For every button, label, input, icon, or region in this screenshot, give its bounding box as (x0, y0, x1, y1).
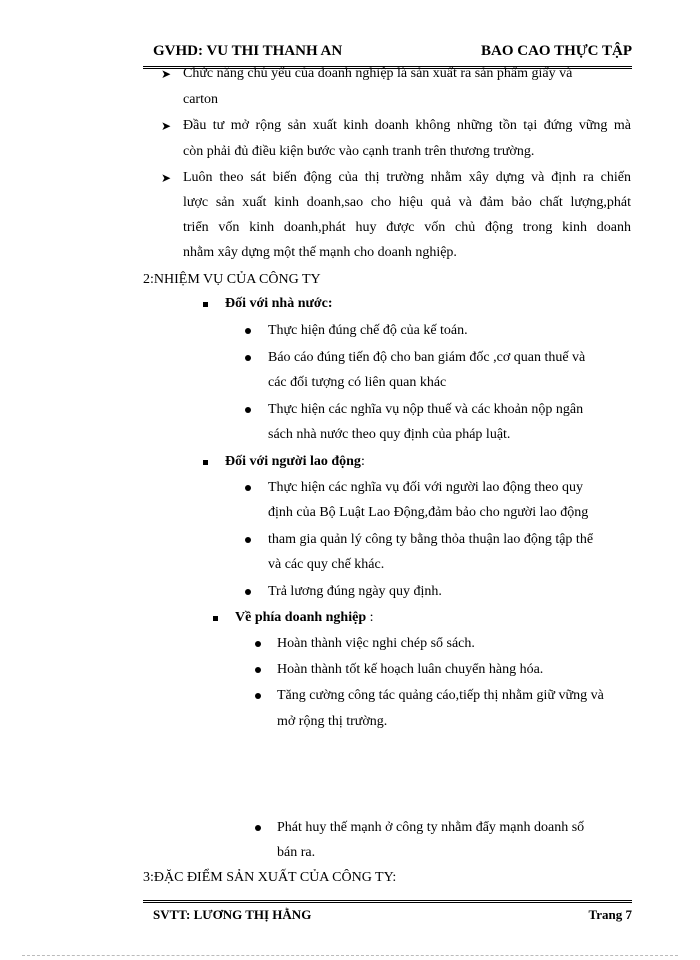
square-bullet-icon (203, 302, 208, 307)
arrow-item-3-line-4: nhằm xây dựng một thế mạnh cho doanh nghiệp. (183, 245, 457, 260)
arrow-bullet-icon: ➤ (161, 119, 172, 133)
round-bullet-icon (245, 328, 251, 334)
round-bullet-icon (255, 825, 261, 831)
group-3-item-4-line-2: bán ra. (277, 845, 316, 860)
square-bullet-icon (203, 460, 208, 465)
group-3-title-row (235, 608, 374, 628)
arrow-bullet-icon: ➤ (161, 171, 172, 185)
round-bullet-icon (245, 537, 251, 543)
group-1-item-3-line-1: Thực hiện các nghĩa vụ nộp thuế và các khoản nộp ngân (268, 402, 584, 417)
page-break-divider (22, 955, 678, 956)
arrow-bullet-icon: ➤ (161, 67, 172, 81)
group-3-title: Về phía doanh nghiệp (235, 610, 367, 625)
footer-page-number: Trang 7 (588, 907, 632, 922)
group-3-item-2: Hoàn thành tốt kế hoạch luân chuyển hàng hóa. (277, 662, 544, 677)
group-1-item-2-line-2: các đối tượng có liên quan khác (268, 375, 447, 390)
round-bullet-icon (255, 641, 261, 647)
group-2-title-row (225, 452, 365, 472)
group-2-item-1-line-2: định của Bộ Luật Lao Động,đảm bảo cho người lao động (268, 505, 589, 520)
footer-student: SVTT: LƯƠNG THỊ HẰNG (153, 907, 312, 922)
group-3-item-3-line-2: mở rộng thị trường. (277, 714, 388, 729)
round-bullet-icon (255, 667, 261, 673)
group-1-title: Đối với nhà nước: (225, 296, 333, 311)
group-2-item-2-line-2: và các quy chế khác. (268, 557, 385, 572)
arrow-item-1-line-2: carton (183, 92, 218, 107)
arrow-item-1-line-1: Chức năng chủ yếu của doanh nghiệp là sản xuất ra sản phẩm giấy và (183, 66, 573, 81)
group-1-item-1: Thực hiện đúng chế độ của kế toán. (268, 323, 468, 338)
group-1-item-3-line-2: sách nhà nước theo quy định của pháp luật. (268, 427, 511, 442)
section-3-heading: 3:ĐẶC ĐIỂM SẢN XUẤT CỦA CÔNG TY: (143, 870, 397, 885)
group-2-title: Đối với người lao động (225, 454, 361, 469)
group-3-item-4-line-1: Phát huy thế mạnh ở công ty nhằm đẩy mạnh doanh số (277, 820, 585, 835)
arrow-item-3-line-1: Luôn theo sát biến động của thị trường nhằm xây dựng và định ra chiến (183, 170, 631, 185)
page-footer (143, 900, 632, 929)
header-instructor: GVHD: VU THI THANH AN (153, 43, 343, 59)
header-report-title: BAO CAO THỰC TẬP (481, 43, 632, 59)
arrow-item-3-line-2: lược sản xuất kinh doanh,sao cho hiệu quả và đảm bảo chất lượng,phát (183, 195, 631, 210)
arrow-item-2-line-2: còn phải đủ điều kiện bước vào cạnh tranh trên thương trường. (183, 144, 535, 159)
group-1-item-2-line-1: Báo cáo đúng tiến độ cho ban giám đốc ,cơ quan thuế và (268, 350, 586, 365)
section-2-heading: 2:NHIỆM VỤ CỦA CÔNG TY (143, 272, 321, 287)
square-bullet-icon (213, 616, 218, 621)
round-bullet-icon (245, 355, 251, 361)
group-2-item-1-line-1: Thực hiện các nghĩa vụ đối với người lao động theo quy (268, 480, 583, 495)
group-3-item-1: Hoàn thành việc nghi chép sổ sách. (277, 636, 475, 651)
round-bullet-icon (245, 407, 251, 413)
group-2-item-2-line-1: tham gia quản lý công ty bằng thỏa thuận lao động tập thể (268, 532, 594, 547)
arrow-item-2-line-1: Đầu tư mở rộng sản xuất kinh doanh không những tồn tại đứng vững mà (183, 118, 631, 133)
round-bullet-icon (245, 485, 251, 491)
group-3-item-3-line-1: Tăng cường công tác quảng cáo,tiếp thị nhằm giữ vững và (277, 688, 604, 703)
round-bullet-icon (245, 589, 251, 595)
group-2-colon: : (360, 454, 365, 469)
round-bullet-icon (255, 693, 261, 699)
group-2-item-3: Trả lương đúng ngày quy định. (268, 584, 442, 599)
arrow-item-3-line-3: triển vốn kinh doanh,phát huy được vốn chủ động trong kinh doanh (183, 220, 631, 235)
group-3-colon: : (366, 610, 374, 625)
